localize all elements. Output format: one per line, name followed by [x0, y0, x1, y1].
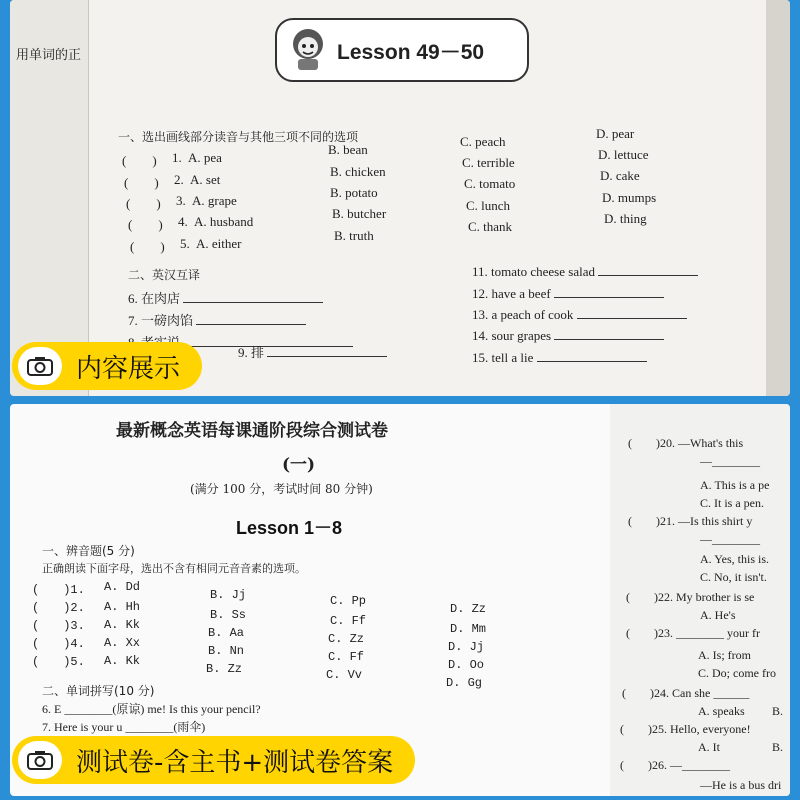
tag-label: 测试卷-含主书+测试卷答案	[76, 747, 394, 778]
q-number: ( )3.	[32, 619, 85, 633]
option-a: A. grape	[192, 193, 237, 208]
option-b: B. Jj	[210, 588, 247, 602]
option-d: D. Jj	[448, 640, 485, 654]
question-line: ( )25. Hello, everyone!	[620, 722, 751, 736]
option-d: D. pear	[596, 126, 635, 141]
answer-blank: ( )	[126, 196, 161, 211]
lesson-banner	[275, 18, 529, 82]
question-line: —He is a bus dri	[700, 778, 782, 792]
option-a: A. Kk	[104, 618, 141, 632]
section2-title: 二、英汉互译	[128, 268, 201, 282]
option-d: D. cake	[600, 168, 640, 183]
q-number: ( )5.	[32, 655, 85, 669]
q-number: 1.	[172, 150, 182, 165]
q-number: ( )4.	[32, 637, 85, 651]
answer-blank: ( )	[128, 217, 163, 232]
option-c: C. terrible	[462, 155, 515, 170]
question-line: A. It	[698, 740, 720, 754]
option-c: C. Zz	[328, 632, 365, 646]
side-note: 用单词的正	[16, 48, 82, 63]
question-line: A. speaks	[698, 704, 745, 718]
question-line: B.	[772, 740, 784, 754]
option-d: D. lettuce	[598, 147, 649, 162]
right-page-edge	[766, 0, 790, 396]
question-line: —________	[700, 532, 760, 546]
option-c: C. Ff	[330, 614, 367, 628]
question-line: A. He's	[700, 608, 736, 622]
translate-item: 9. 排	[238, 342, 387, 361]
question-line: B.	[772, 704, 784, 718]
section1-title: 一、选出画线部分读音与其他三项不同的选项	[118, 130, 359, 144]
tag-label: 内容展示	[76, 353, 181, 384]
option-b: B. Zz	[206, 662, 243, 676]
question-line: ( )26. —________	[620, 758, 730, 772]
option-b: B. Aa	[208, 626, 245, 640]
exam-title: 最新概念英语每课通阶段综合测试卷	[116, 421, 388, 441]
option-d: D. Mm	[450, 622, 487, 636]
answer-blank: ( )	[130, 239, 165, 254]
option-c: C. Pp	[330, 594, 367, 608]
camera-icon	[18, 347, 62, 385]
question-line: ( )24. Can she ______	[622, 686, 750, 700]
option-c: C. thank	[468, 219, 513, 234]
option-d: D. thing	[604, 211, 647, 226]
content-display-tag	[12, 342, 202, 390]
option-b: B. chicken	[330, 164, 386, 179]
option-c: C. lunch	[466, 198, 511, 213]
question-line: A. Yes, this is.	[700, 552, 770, 566]
translate-item: 12. have a beef	[472, 286, 664, 302]
translate-item: 7. 一磅肉馅	[128, 310, 306, 329]
question-line: ( )21. —Is this shirt y	[628, 514, 753, 528]
option-c: C. Ff	[328, 650, 365, 664]
lesson-heading: Lesson 1－8	[236, 518, 343, 538]
question-line: ( )20. —What's this	[628, 436, 744, 450]
question-line: ( )22. My brother is se	[626, 590, 755, 604]
section1-instruction: 正确朗读下面字母，选出不含有相同元音音素的选项。	[42, 562, 306, 575]
spelling-q6: 6. E ________(原谅) me! Is this your pencil?	[42, 702, 261, 716]
option-d: D. mumps	[602, 190, 657, 205]
answer-blank: ( )	[124, 175, 159, 190]
q-number: 2.	[174, 172, 184, 187]
answer-blank: ( )	[122, 153, 157, 168]
option-a: A. Hh	[104, 600, 141, 614]
q-number: 4.	[178, 214, 188, 229]
cartoon-kid-icon	[285, 26, 331, 72]
q-number: 5.	[180, 236, 190, 251]
lesson-title: Lesson 49－50	[337, 41, 485, 64]
left-page-edge	[10, 0, 89, 396]
exam-subtitle: (一)	[282, 455, 316, 475]
translate-item: 14. sour grapes	[472, 328, 664, 344]
exam-note: (满分 100 分，考试时间 80 分钟)	[190, 482, 373, 496]
q-number: 3.	[176, 193, 186, 208]
section2-title: 二、单词拼写(10 分)	[42, 684, 155, 698]
translate-item: 11. tomato cheese salad	[472, 264, 698, 280]
option-b: B. bean	[328, 142, 368, 157]
option-a: A. Kk	[104, 654, 141, 668]
option-b: B. Nn	[208, 644, 245, 658]
option-a: A. pea	[188, 150, 222, 165]
top-page-photo	[10, 0, 790, 396]
section1-title: 一、辨音题(5 分)	[42, 544, 135, 558]
option-c: C. Vv	[326, 668, 363, 682]
option-c: C. tomato	[464, 176, 516, 191]
option-a: A. husband	[194, 214, 254, 229]
translate-item: 6. 在肉店	[128, 288, 323, 307]
camera-icon	[18, 741, 62, 779]
translate-item: 13. a peach of cook	[472, 307, 687, 323]
question-line: A. This is a pe	[700, 478, 770, 492]
question-line: A. Is; from	[698, 648, 751, 662]
spelling-q7: 7. Here is your u ________(雨伞)	[42, 720, 206, 734]
question-line: —________	[700, 454, 760, 468]
option-a: A. Dd	[104, 580, 141, 594]
option-a: A. Xx	[104, 636, 141, 650]
option-d: D. Zz	[450, 602, 487, 616]
option-a: A. either	[196, 236, 242, 251]
option-d: D. Oo	[448, 658, 485, 672]
option-b: B. truth	[334, 228, 374, 243]
option-b: B. Ss	[210, 608, 247, 622]
option-c: C. peach	[460, 134, 506, 149]
question-line: C. Do; come fro	[698, 666, 776, 680]
option-a: A. set	[190, 172, 221, 187]
option-d: D. Gg	[446, 676, 483, 690]
translate-item: 15. tell a lie	[472, 350, 647, 366]
option-b: B. butcher	[332, 206, 387, 221]
question-line: C. It is a pen.	[700, 496, 764, 510]
q-number: ( )2.	[32, 601, 85, 615]
test-paper-tag	[12, 736, 415, 784]
option-b: B. potato	[330, 185, 378, 200]
question-line: ( )23. ________ your fr	[626, 626, 760, 640]
question-line: C. No, it isn't.	[700, 570, 767, 584]
q-number: ( )1.	[32, 583, 85, 597]
